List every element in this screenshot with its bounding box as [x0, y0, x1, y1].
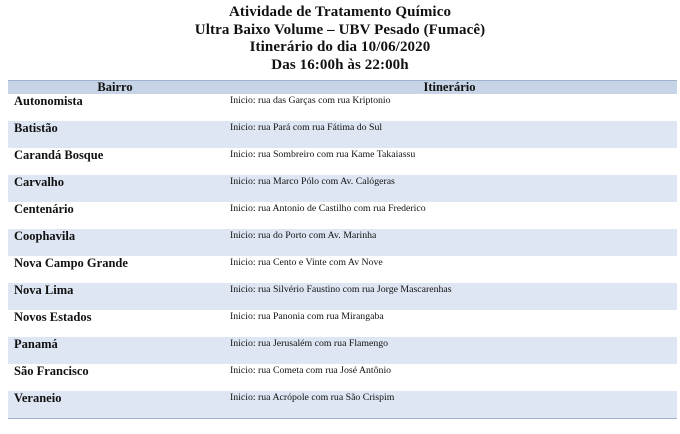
- table-header-row: [8, 81, 677, 95]
- itinerary-table: [8, 80, 677, 419]
- bairro-name: São Francisco: [14, 364, 89, 378]
- table-row: [8, 364, 677, 391]
- table-row: [8, 229, 677, 256]
- itinerario-cell: [222, 148, 677, 175]
- itinerario-text: Inicio: rua Cometa com rua José Antônio: [230, 365, 392, 376]
- itinerario-cell: [222, 337, 677, 364]
- bairro-name: Veraneio: [14, 391, 62, 405]
- header-date: Itinerário do dia 10/06/2020: [249, 39, 431, 55]
- table-row: [8, 391, 677, 419]
- itinerario-text: Inicio: rua Silvério Faustino com rua Jorge Mascarenhas: [230, 284, 452, 295]
- bairro-cell: [8, 229, 222, 256]
- bairro-name: Coophavila: [14, 229, 76, 243]
- bairro-cell: [8, 283, 222, 310]
- header-subtitle: Ultra Baixo Volume – UBV Pesado (Fumacê): [194, 21, 486, 38]
- table-row: [8, 94, 677, 121]
- header-title: Atividade de Tratamento Químico: [228, 4, 452, 20]
- itinerario-text: Inicio: rua Panonia com rua Mirangaba: [230, 311, 384, 322]
- itinerario-cell: [222, 94, 677, 121]
- bairro-name: Carandá Bosque: [14, 148, 104, 162]
- itinerario-cell: [222, 391, 677, 419]
- itinerario-cell: [222, 283, 677, 310]
- bairro-cell: [8, 175, 222, 202]
- bairro-cell: [8, 364, 222, 391]
- bairro-cell: [8, 391, 222, 419]
- itinerario-text: Inicio: rua Acrópole com rua São Crispim: [230, 392, 395, 403]
- bairro-name: Carvalho: [14, 175, 64, 189]
- itinerario-text: Inicio: rua Jerusalém com rua Flamengo: [230, 338, 389, 349]
- bairro-name: Panamá: [14, 337, 58, 351]
- itinerario-text: Inicio: rua Cento e Vinte com Av Nove: [230, 257, 383, 268]
- table-row: [8, 337, 677, 364]
- document-header: [0, 4, 680, 74]
- bairro-name: Batistão: [14, 121, 58, 135]
- itinerario-text: Inicio: rua Sombreiro com rua Kame Takaiassu: [230, 149, 416, 160]
- column-header-itinerario: Itinerário: [222, 81, 677, 95]
- table-row: [8, 175, 677, 202]
- itinerario-text: Inicio: rua Pará com rua Fátima do Sul: [230, 122, 383, 133]
- bairro-cell: [8, 256, 222, 283]
- itinerario-cell: [222, 121, 677, 148]
- itinerario-text: Inicio: rua das Garças com rua Kriptonio: [230, 95, 391, 106]
- itinerario-text: Inicio: rua do Porto com Av. Marinha: [230, 230, 377, 241]
- itinerario-cell: [222, 202, 677, 229]
- itinerario-text: Inicio: rua Antonio de Castilho com rua Frederico: [230, 203, 426, 214]
- header-time: Das 16:00h às 22:00h: [271, 56, 409, 73]
- column-header-bairro: Bairro: [8, 81, 222, 95]
- table-row: [8, 121, 677, 148]
- bairro-name: Centenário: [14, 202, 74, 216]
- bairro-name: Nova Lima: [14, 283, 74, 297]
- table-row: [8, 283, 677, 310]
- table-row: [8, 310, 677, 337]
- bairro-name: Nova Campo Grande: [14, 256, 128, 270]
- bairro-name: Novos Estados: [14, 310, 92, 324]
- bairro-cell: [8, 148, 222, 175]
- itinerario-cell: [222, 310, 677, 337]
- bairro-cell: [8, 337, 222, 364]
- bairro-cell: [8, 94, 222, 121]
- bairro-name: Autonomista: [14, 94, 83, 108]
- itinerario-cell: [222, 364, 677, 391]
- itinerario-cell: [222, 175, 677, 202]
- itinerario-cell: [222, 256, 677, 283]
- table-row: [8, 256, 677, 283]
- bairro-cell: [8, 202, 222, 229]
- bairro-cell: [8, 310, 222, 337]
- itinerario-cell: [222, 229, 677, 256]
- table-row: [8, 202, 677, 229]
- bairro-cell: [8, 121, 222, 148]
- table-row: [8, 148, 677, 175]
- itinerario-text: Inicio: rua Marco Pólo com Av. Calógeras: [230, 176, 395, 187]
